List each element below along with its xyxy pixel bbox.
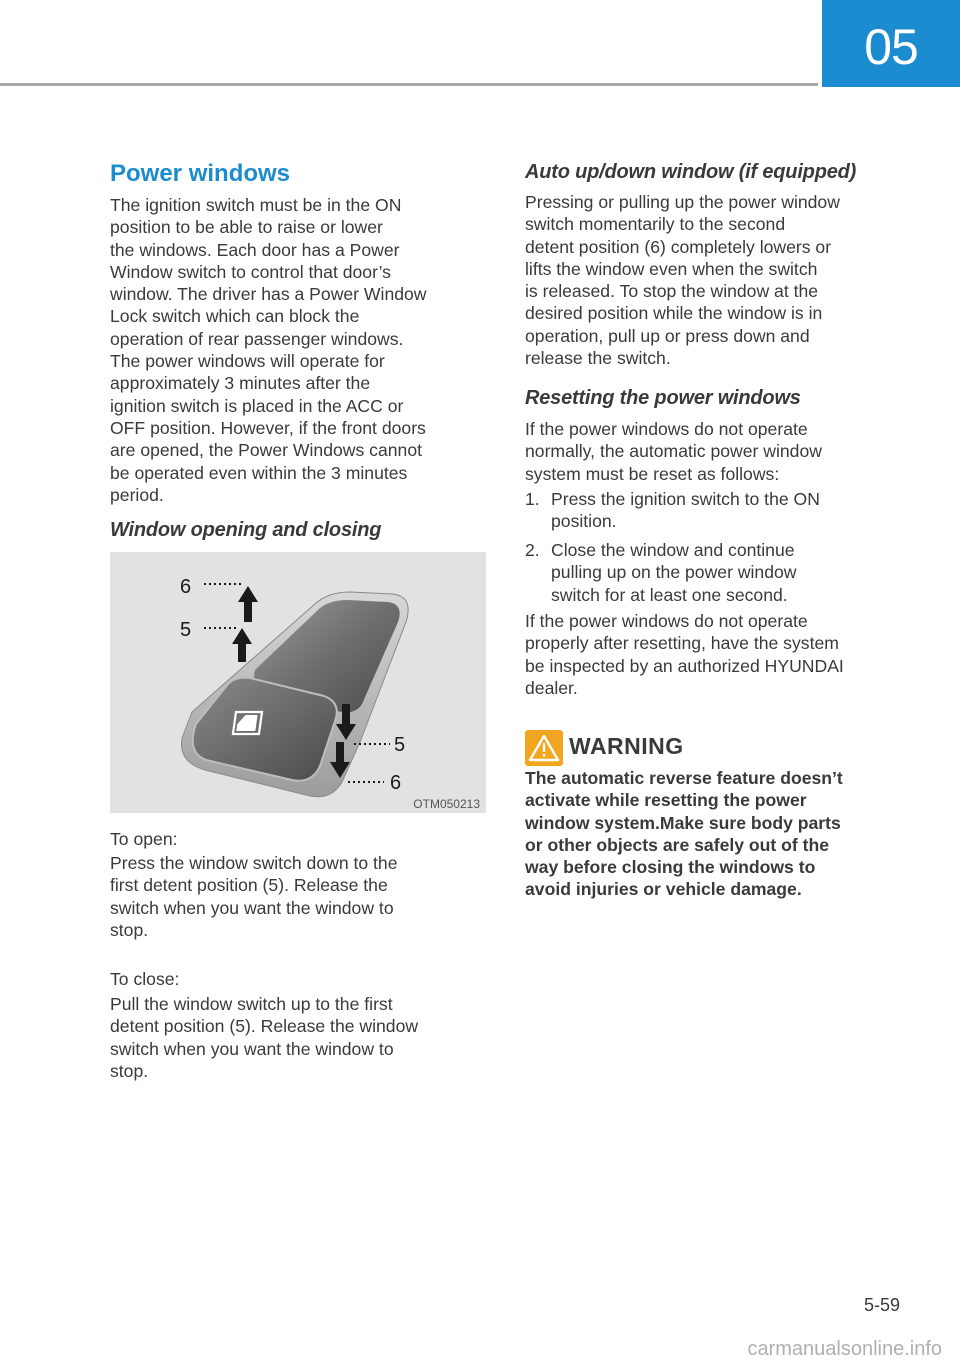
- intro-paragraph: [110, 194, 427, 506]
- figure-code: OTM050213: [413, 797, 480, 811]
- text-line: window system.Make sure body parts: [525, 812, 841, 833]
- arrow-up-lower: [232, 628, 252, 662]
- text-line: detent position (6) completely lowers or: [525, 236, 832, 257]
- text-line: first detent position (5). Release the: [110, 875, 388, 896]
- text-line: normally, the automatic power window: [525, 441, 822, 462]
- text-line: The ignition switch must be in the ON: [110, 195, 402, 215]
- text-line: detent position (5). Release the window: [110, 1016, 419, 1037]
- text-line: stop.: [110, 1060, 149, 1081]
- watermark: carmanualsonline.info: [747, 1338, 942, 1360]
- text-line: be operated even within the 3 minutes: [110, 462, 408, 483]
- text-line: lifts the window even when the switch: [525, 258, 818, 279]
- list-item: [525, 488, 895, 534]
- section-title: Power windows: [110, 160, 291, 187]
- text-line: activate while resetting the power: [525, 790, 807, 811]
- text-line: Press the ignition switch to the ON: [551, 489, 820, 509]
- list-text: [551, 539, 797, 606]
- text-line: way before closing the windows to: [525, 857, 816, 878]
- text-line: Pull the window switch up to the first: [110, 994, 393, 1014]
- figure-label-5-bottom: 5: [394, 734, 406, 756]
- text-line: avoid injuries or vehicle damage.: [525, 879, 802, 900]
- close-label: To close:: [110, 969, 180, 989]
- figure-label-5-top: 5: [180, 619, 192, 641]
- chapter-number: 05: [864, 19, 918, 75]
- list-text: [551, 488, 820, 533]
- text-line: dealer.: [525, 677, 578, 698]
- text-line: system must be reset as follows:: [525, 463, 780, 484]
- text-line: release the switch.: [525, 348, 671, 369]
- text-line: Close the window and continue: [551, 540, 795, 560]
- auto-paragraph: [525, 191, 840, 369]
- warning-title: WARNING: [569, 733, 684, 759]
- open-paragraph: [110, 852, 398, 941]
- list-number: 2.: [525, 540, 540, 560]
- text-line: switch when you want the window to: [110, 897, 394, 918]
- text-line: stop.: [110, 919, 149, 940]
- text-line: window. The driver has a Power Window: [110, 284, 427, 305]
- text-line: Pressing or pulling up the power window: [525, 192, 840, 212]
- open-label: To open:: [110, 829, 178, 849]
- text-line: is released. To stop the window at the: [525, 281, 819, 302]
- text-line: desired position while the window is in: [525, 303, 823, 324]
- subheading-auto-window: Auto up/down window (if equipped): [525, 161, 857, 183]
- text-line: position.: [551, 511, 617, 532]
- text-line: switch for at least one second.: [551, 584, 788, 605]
- reset-paragraph: [525, 418, 822, 485]
- list-item: [525, 539, 895, 607]
- figure-label-6-top: 6: [180, 576, 192, 598]
- text-line: approximately 3 minutes after the: [110, 373, 371, 394]
- text-line: switch momentarily to the second: [525, 214, 786, 235]
- text-line: The power windows will operate for: [110, 351, 385, 372]
- subheading-window-opening: Window opening and closing: [110, 519, 382, 541]
- after-reset-paragraph: [525, 610, 844, 699]
- text-line: position to be able to raise or lower: [110, 217, 383, 238]
- text-line: The automatic reverse feature doesn’t: [525, 768, 843, 788]
- arrow-up-upper: [238, 586, 258, 622]
- text-line: the windows. Each door has a Power: [110, 239, 400, 260]
- text-line: operation, pull up or press down and: [525, 325, 810, 346]
- text-line: are opened, the Power Windows cannot: [110, 440, 422, 461]
- text-line: Lock switch which can block the: [110, 306, 360, 327]
- text-line: switch when you want the window to: [110, 1038, 394, 1059]
- warning-text: [525, 767, 843, 901]
- text-line: or other objects are safely out of the: [525, 834, 830, 855]
- window-switch-illustration: [110, 552, 486, 813]
- text-line: be inspected by an authorized HYUNDAI: [525, 655, 844, 676]
- text-line: properly after resetting, have the system: [525, 633, 839, 654]
- text-line: operation of rear passenger windows.: [110, 328, 404, 349]
- text-line: Window switch to control that door’s: [110, 261, 391, 282]
- text-line: If the power windows do not operate: [525, 419, 808, 439]
- window-switch-figure: [110, 552, 486, 813]
- header-rule: [0, 83, 818, 86]
- figure-label-6-bottom: 6: [390, 772, 402, 794]
- list-number: 1.: [525, 489, 540, 509]
- subheading-resetting: Resetting the power windows: [525, 387, 801, 409]
- close-paragraph: [110, 993, 418, 1082]
- text-line: pulling up on the power window: [551, 562, 797, 583]
- text-line: Press the window switch down to the: [110, 853, 398, 873]
- text-line: period.: [110, 484, 164, 505]
- chapter-tab: [822, 0, 960, 87]
- warning-icon: [525, 730, 563, 766]
- text-line: If the power windows do not operate: [525, 611, 808, 631]
- page-number: 5-59: [863, 1295, 900, 1315]
- text-line: OFF position. However, if the front doors: [110, 417, 426, 438]
- text-line: ignition switch is placed in the ACC or: [110, 395, 404, 416]
